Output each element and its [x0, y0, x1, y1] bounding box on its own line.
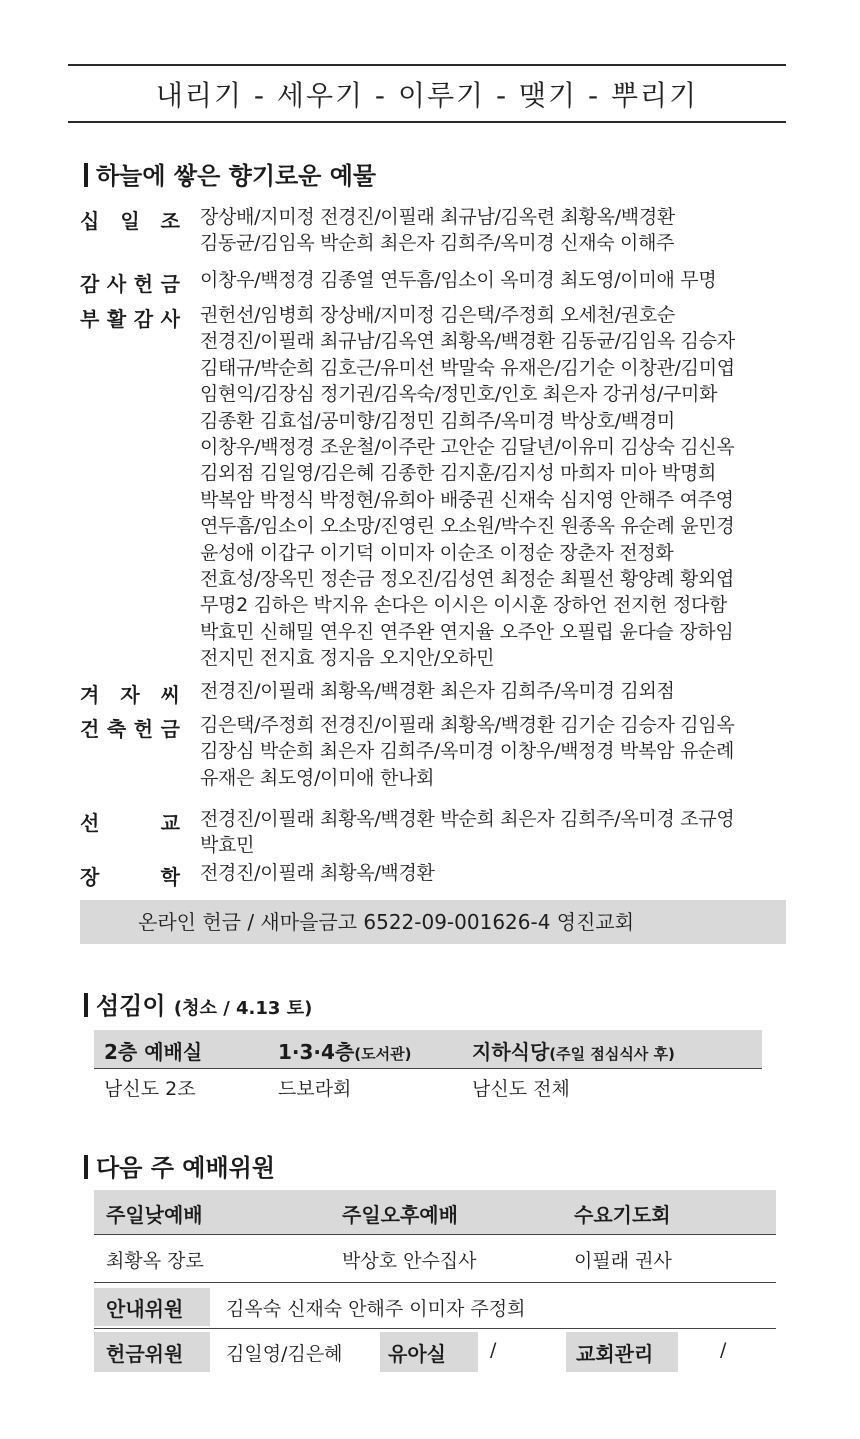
- offering-name-line: 전경진/이필래 최황옥/백경환 최은자 김희주/옥미경 김외점: [200, 680, 675, 702]
- offering-name-line: 이창우/백정경 김종열 연두흠/임소이 옥미경 최도영/이미애 무명: [200, 269, 717, 291]
- next-week-value-2: 박상호 안수집사: [342, 1250, 477, 1272]
- offering-row-label: 건 축 헌 금: [80, 717, 180, 741]
- offering-row-names: [200, 860, 790, 886]
- cleaning-header-3: 지하식당(주일 점심식사 후): [472, 1040, 675, 1064]
- offering-row-label: 장 학: [80, 865, 180, 889]
- cleaning-section-heading: [84, 986, 312, 1021]
- banner-title: 내리기 - 세우기 - 이루기 - 맺기 - 뿌리기: [155, 79, 699, 112]
- cleaning-header-2: 1·3·4층(도서관): [278, 1040, 412, 1064]
- usher-underline: [94, 1328, 776, 1329]
- banner-bottom-rule: [68, 121, 786, 123]
- offering-name-line: 김장심 박순희 최은자 김희주/옥미경 이창우/백정경 박복암 유순례: [200, 740, 735, 763]
- offering-name-line: 권헌선/임병희 장상배/지미정 김은택/주정희 오세천/권호순: [200, 304, 675, 326]
- next-week-header-underline: [94, 1234, 776, 1235]
- offering-committee-value: 김일영/김은혜: [226, 1343, 343, 1365]
- heading-bar-icon: [84, 993, 88, 1017]
- offering-name-line: 박복암 박정식 박정현/유희아 배중권 신재숙 심지영 안해주 여주영: [200, 488, 734, 511]
- next-week-section-heading: [84, 1148, 275, 1183]
- heading-bar-icon: [84, 1155, 88, 1179]
- offering-name-line: 전경진/이필래 최황옥/백경환: [200, 862, 435, 884]
- facility-label: 교회관리: [576, 1342, 654, 1366]
- offering-row-names: [200, 712, 790, 791]
- offering-name-line: 김은택/주정희 전경진/이필래 최황옥/백경환 김기순 김승자 김임옥: [200, 714, 735, 736]
- offering-name-line: 윤성애 이갑구 이기덕 이미자 이순조 이정순 장춘자 전정화: [200, 541, 674, 564]
- offering-name-line: 장상배/지미정 전경진/이필래 최규남/김옥련 최황옥/백경환: [200, 206, 675, 228]
- offering-name-line: 김종환 김효섭/공미향/김정민 김희주/옥미경 박상호/백경미: [200, 409, 675, 432]
- online-offering-text: 온라인 헌금 / 새마을금고 6522-09-001626-4 영진교회: [138, 910, 635, 934]
- online-offering-banner: [80, 900, 786, 944]
- top-rule: [68, 64, 786, 66]
- offering-section-heading: [84, 156, 376, 191]
- offering-row-label: 십 일 조: [80, 209, 180, 233]
- offering-committee-label: 헌금위원: [106, 1342, 184, 1366]
- next-week-header-3: 수요기도회: [574, 1203, 671, 1227]
- facility-value: /: [720, 1339, 727, 1361]
- cleaning-header-underline: [94, 1068, 762, 1069]
- heading-bar-icon: [84, 163, 88, 187]
- nursery-value: /: [490, 1339, 497, 1361]
- offering-name-line: 전효성/장옥민 정손금 정오진/김성연 최정순 최필선 황양례 황외엽: [200, 568, 735, 591]
- offering-name-line: 김동균/김임옥 박순희 최은자 김희주/옥미경 신재숙 이해주: [200, 232, 675, 255]
- cleaning-value-2: 드보라회: [278, 1078, 352, 1100]
- offering-row-label: 감 사 헌 금: [80, 272, 180, 296]
- offering-row-names: [200, 678, 790, 704]
- usher-value: 김옥숙 신재숙 안해주 이미자 주정희: [226, 1298, 526, 1320]
- offering-row-names: [200, 806, 790, 859]
- usher-label: 안내위원: [106, 1297, 184, 1321]
- offering-name-line: 박효민 신해밀 연우진 연주완 연지율 오주안 오필립 윤다슬 장하임: [200, 620, 734, 643]
- offering-row-names: [200, 204, 790, 257]
- next-week-value-3: 이필래 권사: [574, 1250, 672, 1272]
- next-week-title: 다음 주 예배위원: [96, 1154, 275, 1182]
- offering-row-names: [200, 302, 790, 672]
- cleaning-header-1: 2층 예배실: [104, 1040, 203, 1064]
- next-week-header-2: 주일오후예배: [342, 1203, 458, 1227]
- offering-name-line: 유재은 최도영/이미애 한나회: [200, 766, 435, 789]
- offering-name-line: 임현익/김장심 정기권/김옥숙/정민호/인호 최은자 강귀성/구미화: [200, 383, 718, 406]
- next-week-header-1: 주일낮예배: [106, 1203, 203, 1227]
- nursery-label: 유아실: [388, 1342, 446, 1366]
- offering-name-line: 박효민: [200, 834, 255, 857]
- cleaning-title: 섬김이: [96, 992, 166, 1020]
- cleaning-subtitle: (청소 / 4.13 토): [173, 998, 313, 1019]
- cleaning-value-1: 남신도 2조: [104, 1078, 196, 1100]
- offering-name-line: 전경진/이필래 최규남/김옥연 최황옥/백경환 김동균/김임옥 김승자: [200, 330, 735, 353]
- offering-row-label: 겨 자 씨: [80, 683, 180, 707]
- offering-name-line: 전경진/이필래 최황옥/백경환 박순희 최은자 김희주/옥미경 조규영: [200, 808, 735, 830]
- offering-row-names: [200, 267, 790, 293]
- cleaning-value-3: 남신도 전체: [472, 1078, 570, 1100]
- offering-row-label: 선 교: [80, 811, 180, 835]
- offering-section-title: 하늘에 쌓은 향기로운 예물: [96, 162, 377, 190]
- next-week-value-1: 최황옥 장로: [106, 1250, 204, 1272]
- offering-name-line: 김태규/박순희 김호근/유미선 박말숙 유재은/김기순 이창관/김미엽: [200, 356, 735, 379]
- offering-name-line: 전지민 전지효 정지음 오지안/오하민: [200, 647, 495, 670]
- offering-name-line: 무명2 김하은 박지유 손다은 이시은 이시훈 장하언 전지헌 정다함: [200, 594, 728, 617]
- offering-name-line: 이창우/백정경 조운철/이주란 고안순 김달년/이유미 김상숙 김신옥: [200, 436, 735, 459]
- offering-name-line: 연두흠/임소이 오소망/진영린 오소원/박수진 원종옥 유순례 윤민경: [200, 515, 735, 538]
- offering-name-line: 김외점 김일영/김은혜 김종한 김지훈/김지성 마희자 미아 박명희: [200, 462, 717, 485]
- next-week-values-underline: [94, 1282, 776, 1283]
- offering-row-label: 부 활 감 사: [80, 307, 180, 331]
